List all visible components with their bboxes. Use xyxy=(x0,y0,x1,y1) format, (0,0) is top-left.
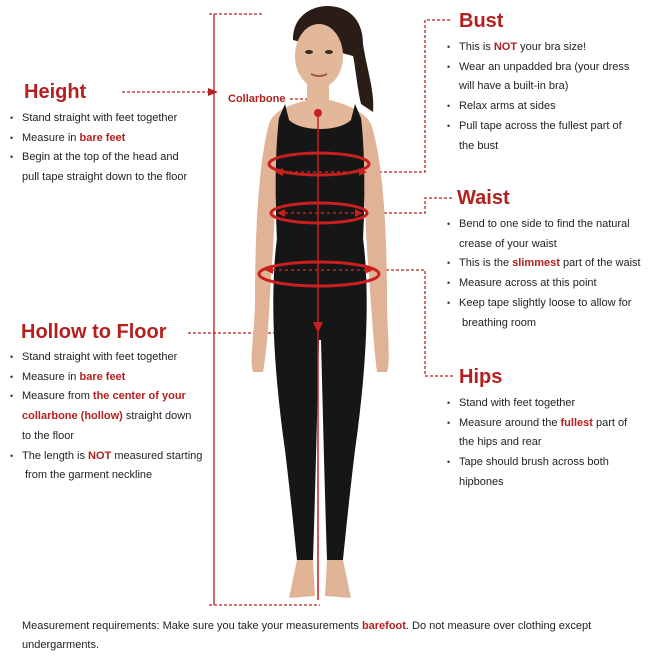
hollow-list xyxy=(10,348,215,486)
model-figure xyxy=(215,0,445,610)
list-item: • This is NOT your bra size! xyxy=(447,38,657,58)
list-item: • Stand straight with feet together xyxy=(10,348,215,368)
hollow-title: Hollow to Floor xyxy=(21,321,167,343)
list-item: • Relax arms at sides xyxy=(447,97,657,117)
measurement-requirements: Measurement requirements: Make sure you take your measurements barefoot. Do not measure over clothing except undergarments. xyxy=(22,620,592,651)
list-item: • Measure in bare feet xyxy=(10,129,210,149)
collarbone-label: Collarbone xyxy=(228,93,286,105)
list-item: • Measure across at this point xyxy=(447,274,662,294)
bust-list xyxy=(447,38,657,156)
bust-title: Bust xyxy=(459,10,504,32)
list-item: • This is the slimmest part of the waist xyxy=(447,254,662,274)
left-foot xyxy=(289,560,315,598)
list-item: • Keep tape slightly loose to allow for breathing room xyxy=(447,294,662,333)
list-item: • Measure from the center of your collarbone (hollow) straight down to the floor xyxy=(10,387,215,446)
hips-title: Hips xyxy=(459,366,503,388)
list-item: • Measure in bare feet xyxy=(10,368,215,388)
list-item: • Stand straight with feet together xyxy=(10,109,210,129)
list-item: • Bend to one side to find the natural crease of your waist xyxy=(447,215,662,254)
waist-list xyxy=(447,215,662,333)
height-title: Height xyxy=(24,81,87,103)
list-item: • Pull tape across the fullest part of the bust xyxy=(447,117,657,156)
list-item: • Stand with feet together xyxy=(447,394,657,414)
list-item: • Wear an unpadded bra (your dress will have a built-in bra) xyxy=(447,58,657,97)
height-list xyxy=(10,109,210,188)
collarbone-dot xyxy=(314,109,322,117)
hips-list xyxy=(447,394,657,493)
face xyxy=(295,24,343,88)
right-foot xyxy=(325,560,351,598)
list-item: • Measure around the fullest part of the hips and rear xyxy=(447,414,657,453)
list-item: • Begin at the top of the head and pull tape straight down to the floor xyxy=(10,148,210,187)
list-item: • The length is NOT measured starting from the garment neckline xyxy=(10,447,215,486)
list-item: • Tape should brush across both hipbones xyxy=(447,453,657,492)
waist-title: Waist xyxy=(457,187,510,209)
